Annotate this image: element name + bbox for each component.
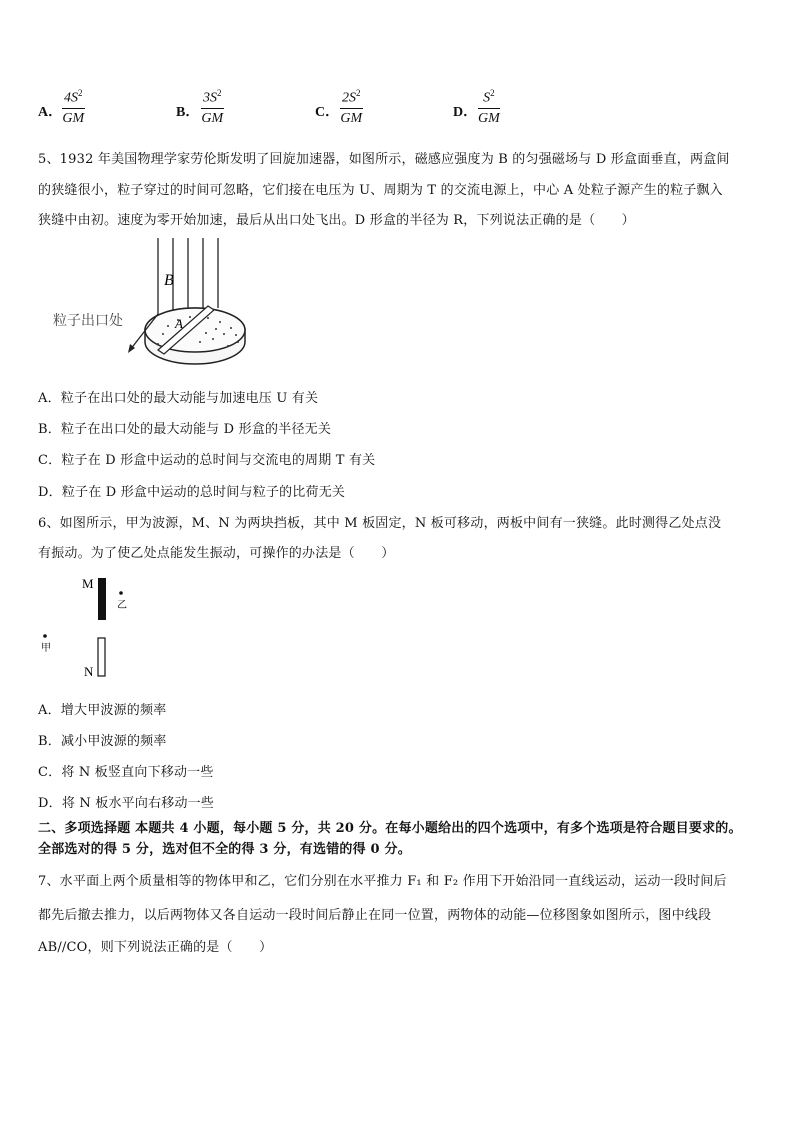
d-box-top (145, 308, 245, 352)
cyclotron-figure (48, 238, 248, 368)
barrier-n (98, 638, 105, 676)
barrier-label-m: M (82, 576, 94, 591)
q7-stem-line3: AB//CO，则下列说法正确的是（ ） (38, 940, 273, 955)
q4-option-c-fraction: $\frac{2S^2}{GM}$ (340, 88, 363, 126)
q5-option-d: D．粒子在 D 形盒中运动的总时间与粒子的比荷无关 (38, 485, 346, 500)
q5-option-a: A．粒子在出口处的最大动能与加速电压 U 有关 (38, 391, 319, 406)
q5-stem-line3: 狭缝中由初。速度为零开始加速，最后从出口处飞出。D 形盒的半径为 R，下列说法正确的是（ ） (38, 213, 635, 228)
q4-option-b-fraction: $\frac{3S^2}{GM}$ (201, 88, 224, 126)
barrier-m (98, 578, 106, 620)
q6-stem-line2: 有振动。为了使乙处点能发生振动，可操作的办法是（ ） (38, 546, 395, 561)
point-jia (43, 634, 47, 638)
point-jia-label: 甲 (41, 643, 51, 654)
q6-option-b: B．减小甲波源的频率 (38, 734, 167, 749)
barrier-label-n: N (84, 664, 94, 679)
q4-option-d-label: D． (453, 105, 478, 120)
q5-option-b: B．粒子在出口处的最大动能与 D 形盒的半径无关 (38, 422, 332, 437)
q4-option-c-label: C． (315, 105, 340, 120)
field-label-b: B (164, 272, 174, 289)
point-yi-label: 乙 (117, 600, 127, 611)
exit-label: 粒子出口处 (53, 313, 123, 329)
wave-barrier-figure (38, 570, 148, 682)
point-yi (119, 591, 123, 595)
q6-stem-line1: 6、如图所示，甲为波源，M、N 为两块挡板，其中 M 板固定，N 板可移动，两板中间有一狭缝。此时测得乙处点没 (38, 516, 722, 531)
q4-option-a-label: A． (38, 105, 63, 120)
q6-option-c: C．将 N 板竖直向下移动一些 (38, 765, 214, 780)
q6-option-a: A．增大甲波源的频率 (38, 703, 167, 718)
section2-instructions-line2: 全部选对的得 5 分，选对但不全的得 3 分，有选错的得 0 分。 (38, 842, 411, 857)
q5-option-c: C．粒子在 D 形盒中运动的总时间与交流电的周期 T 有关 (38, 453, 376, 468)
source-label-a: A (175, 316, 183, 331)
q4-option-d-fraction: $\frac{S^2}{GM}$ (478, 88, 500, 126)
q5-stem-line1: 5、1932 年美国物理学家劳伦斯发明了回旋加速器，如图所示，磁感应强度为 B 的匀强磁场与 D 形盒面垂直，两盒间 (38, 152, 730, 167)
section2-instructions-line1: 二、多项选择题 本题共 4 小题，每小题 5 分，共 20 分。在每小题给出的四个选项中，有多个选项是符合题目要求的。 (38, 821, 742, 836)
q4-option-b-label: B． (176, 105, 200, 120)
q6-option-d: D．将 N 板水平向右移动一些 (38, 796, 215, 811)
q7-stem-line2: 都先后撤去推力，以后两物体又各自运动一段时间后静止在同一位置，两物体的动能—位移图象如图所示，图中线段 (38, 908, 712, 923)
q7-stem-line1: 7、水平面上两个质量相等的物体甲和乙，它们分别在水平推力 F₁ 和 F₂ 作用下开始沿同一直线运动，运动一段时间后 (38, 874, 727, 889)
q4-option-a-fraction: $\frac{4S^2}{GM}$ (62, 88, 85, 126)
q5-stem-line2: 的狭缝很小，粒子穿过的时间可忽略，它们接在电压为 U、周期为 T 的交流电源上，中心 A 处粒子源产生的粒子飘入 (38, 183, 723, 198)
